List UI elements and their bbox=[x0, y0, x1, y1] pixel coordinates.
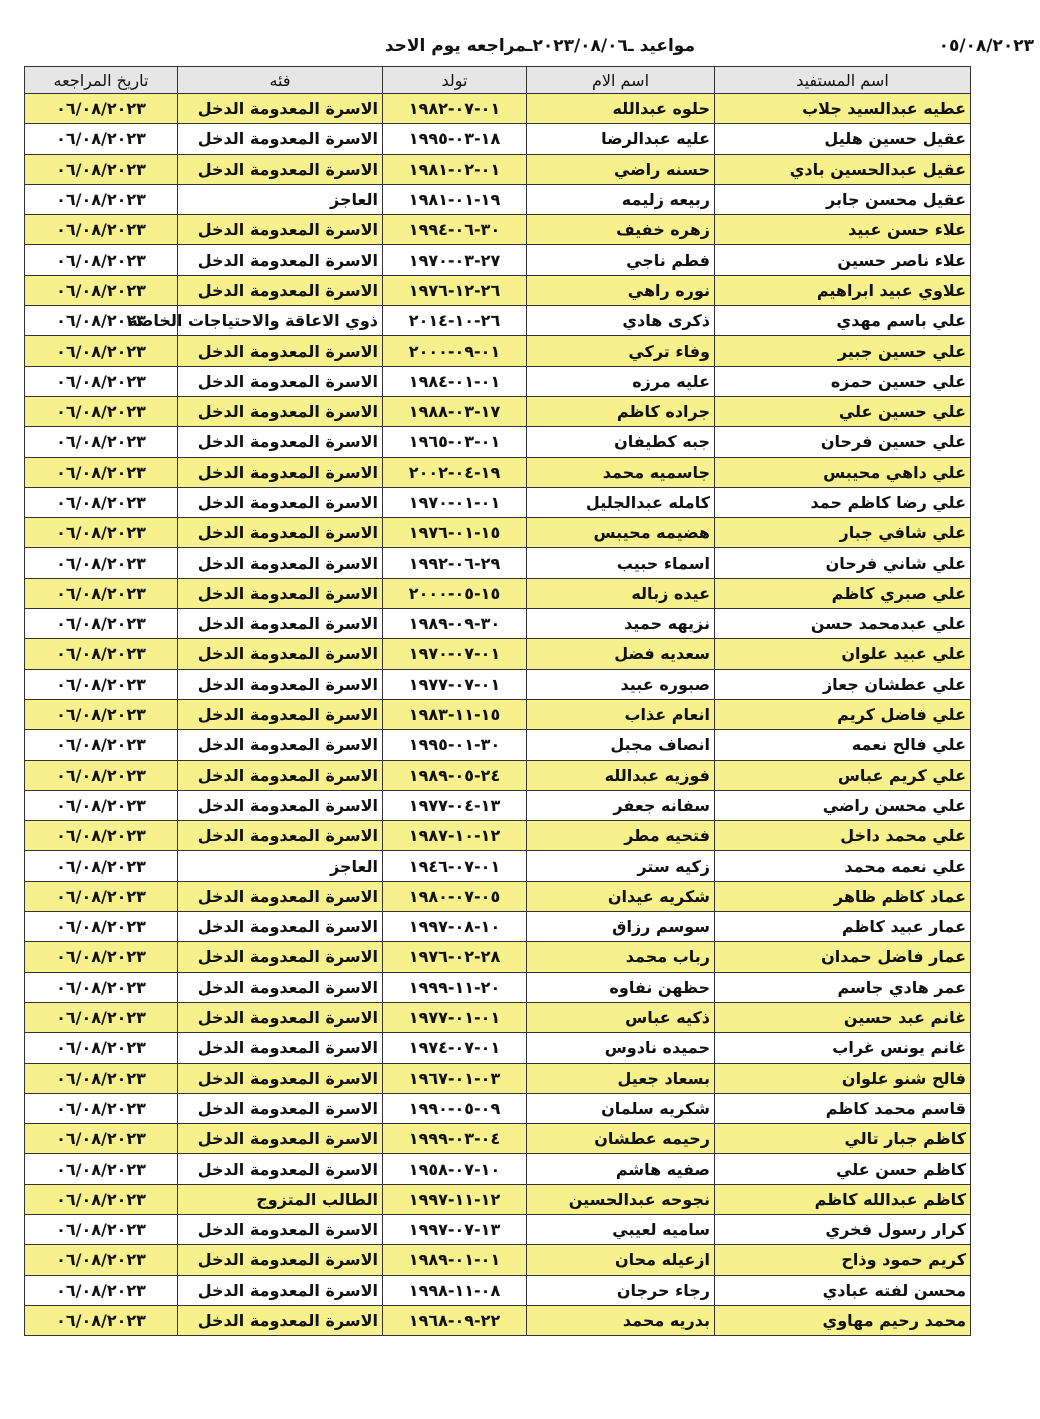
table-row bbox=[25, 821, 971, 851]
birth-date-cell: ٢٤-٠٥-١٩٨٩ bbox=[383, 760, 527, 790]
appointments-table bbox=[24, 66, 971, 1336]
birth-date-cell: ٠١-٠٧-١٩٧٠ bbox=[383, 639, 527, 669]
mother-name-cell: جراده كاظم bbox=[527, 396, 715, 426]
table-row bbox=[25, 1002, 971, 1032]
birth-date-cell: ٠٨-١١-١٩٩٨ bbox=[383, 1275, 527, 1305]
mother-name-cell: رجاء حرجان bbox=[527, 1275, 715, 1305]
review-date-cell: ٠٦/٠٨/٢٠٢٣ bbox=[25, 972, 178, 1002]
mother-name-cell: زهره خفيف bbox=[527, 215, 715, 245]
beneficiary-name-cell: علي عطشان جعاز bbox=[715, 669, 971, 699]
birth-date-cell: ٠١-٠٧-١٩٧٤ bbox=[383, 1033, 527, 1063]
beneficiary-name-cell: علاوي عبيد ابراهيم bbox=[715, 275, 971, 305]
birth-date-cell: ١٨-٠٣-١٩٩٥ bbox=[383, 124, 527, 154]
review-date-cell: ٠٦/٠٨/٢٠٢٣ bbox=[25, 639, 178, 669]
beneficiary-name-cell: علي عبيد علوان bbox=[715, 639, 971, 669]
mother-name-cell: شكريه عيدان bbox=[527, 881, 715, 911]
birth-date-cell: ٠١-٠١-١٩٧٧ bbox=[383, 1002, 527, 1032]
review-date-cell: ٠٦/٠٨/٢٠٢٣ bbox=[25, 790, 178, 820]
table-row bbox=[25, 790, 971, 820]
category-cell: الاسرة المعدومة الدخل bbox=[178, 1245, 383, 1275]
table-row bbox=[25, 124, 971, 154]
table-row bbox=[25, 972, 971, 1002]
category-cell: الاسرة المعدومة الدخل bbox=[178, 124, 383, 154]
birth-date-cell: ٢٩-٠٦-١٩٩٢ bbox=[383, 548, 527, 578]
category-cell: الاسرة المعدومة الدخل bbox=[178, 881, 383, 911]
beneficiary-name-cell: علي نعمه محمد bbox=[715, 851, 971, 881]
table-row bbox=[25, 1063, 971, 1093]
birth-date-cell: ٢٦-١٢-١٩٧٦ bbox=[383, 275, 527, 305]
review-date-cell: ٠٦/٠٨/٢٠٢٣ bbox=[25, 669, 178, 699]
mother-name-cell: ازعيله محان bbox=[527, 1245, 715, 1275]
mother-name-cell: رحيمه عطشان bbox=[527, 1124, 715, 1154]
document-date: ٠٥/٠٨/٢٠٢٣ bbox=[938, 36, 1034, 56]
birth-date-cell: ٢٠-١١-١٩٩٩ bbox=[383, 972, 527, 1002]
beneficiary-name-cell: علي حسين جبير bbox=[715, 336, 971, 366]
page-title: مواعيد ـ٢٠٢٣/٠٨/٠٦ـمراجعه يوم الاحد bbox=[384, 36, 695, 56]
mother-name-cell: نوره راهي bbox=[527, 275, 715, 305]
mother-name-cell: حلوه عبدالله bbox=[527, 94, 715, 124]
mother-name-cell: هضيمه محيبس bbox=[527, 518, 715, 548]
mother-name-cell: اسماء حبيب bbox=[527, 548, 715, 578]
category-cell: الاسرة المعدومة الدخل bbox=[178, 578, 383, 608]
review-date-cell: ٠٦/٠٨/٢٠٢٣ bbox=[25, 881, 178, 911]
mother-name-cell: سفانه جعفر bbox=[527, 790, 715, 820]
category-cell: الاسرة المعدومة الدخل bbox=[178, 912, 383, 942]
review-date-cell: ٠٦/٠٨/٢٠٢٣ bbox=[25, 609, 178, 639]
review-date-cell: ٠٦/٠٨/٢٠٢٣ bbox=[25, 306, 178, 336]
review-date-cell: ٠٦/٠٨/٢٠٢٣ bbox=[25, 487, 178, 517]
review-date-cell: ٠٦/٠٨/٢٠٢٣ bbox=[25, 427, 178, 457]
category-cell: الاسرة المعدومة الدخل bbox=[178, 972, 383, 1002]
table-row bbox=[25, 457, 971, 487]
beneficiary-name-cell: علي فاضل كريم bbox=[715, 699, 971, 729]
mother-name-cell: عليه عبدالرضا bbox=[527, 124, 715, 154]
birth-date-cell: ٠١-٠٧-١٩٤٦ bbox=[383, 851, 527, 881]
birth-date-cell: ١٩-٠٤-٢٠٠٢ bbox=[383, 457, 527, 487]
mother-name-cell: حسنه راضي bbox=[527, 154, 715, 184]
table-row bbox=[25, 427, 971, 457]
mother-name-cell: نجوحه عبدالحسين bbox=[527, 1184, 715, 1214]
beneficiary-name-cell: علي باسم مهدي bbox=[715, 306, 971, 336]
category-cell: الاسرة المعدومة الدخل bbox=[178, 366, 383, 396]
beneficiary-name-cell: كاظم جبار تالي bbox=[715, 1124, 971, 1154]
table-row bbox=[25, 1275, 971, 1305]
beneficiary-name-cell: علي داهي محيبس bbox=[715, 457, 971, 487]
birth-date-cell: ٠١-٠٧-١٩٨٢ bbox=[383, 94, 527, 124]
review-date-cell: ٠٦/٠٨/٢٠٢٣ bbox=[25, 699, 178, 729]
category-cell: الاسرة المعدومة الدخل bbox=[178, 275, 383, 305]
category-cell: الاسرة المعدومة الدخل bbox=[178, 154, 383, 184]
mother-name-cell: فوزيه عبدالله bbox=[527, 760, 715, 790]
beneficiary-name-cell: علي صبري كاظم bbox=[715, 578, 971, 608]
mother-name-cell: حظهن نفاوه bbox=[527, 972, 715, 1002]
table-row bbox=[25, 699, 971, 729]
mother-name-cell: رباب محمد bbox=[527, 942, 715, 972]
beneficiary-name-cell: كريم حمود وذاح bbox=[715, 1245, 971, 1275]
table-row bbox=[25, 1305, 971, 1335]
review-date-cell: ٠٦/٠٨/٢٠٢٣ bbox=[25, 578, 178, 608]
category-cell: الاسرة المعدومة الدخل bbox=[178, 1063, 383, 1093]
mother-name-cell: فتحيه مطر bbox=[527, 821, 715, 851]
table-row bbox=[25, 760, 971, 790]
table-row bbox=[25, 275, 971, 305]
category-cell: الاسرة المعدومة الدخل bbox=[178, 1275, 383, 1305]
review-date-cell: ٠٦/٠٨/٢٠٢٣ bbox=[25, 1245, 178, 1275]
category-cell: الاسرة المعدومة الدخل bbox=[178, 699, 383, 729]
review-date-cell: ٠٦/٠٨/٢٠٢٣ bbox=[25, 821, 178, 851]
table-row bbox=[25, 912, 971, 942]
mother-name-cell: فطم ناجي bbox=[527, 245, 715, 275]
mother-name-cell: جبه كطيفان bbox=[527, 427, 715, 457]
mother-name-cell: كامله عبدالجليل bbox=[527, 487, 715, 517]
review-date-cell: ٠٦/٠٨/٢٠٢٣ bbox=[25, 518, 178, 548]
mother-name-cell: ربيعه زليمه bbox=[527, 184, 715, 214]
review-date-cell: ٠٦/٠٨/٢٠٢٣ bbox=[25, 1154, 178, 1184]
table-row bbox=[25, 578, 971, 608]
mother-name-cell: ساميه لعيبي bbox=[527, 1214, 715, 1244]
review-date-cell: ٠٦/٠٨/٢٠٢٣ bbox=[25, 1063, 178, 1093]
beneficiary-name-cell: علاء حسن عبيد bbox=[715, 215, 971, 245]
category-cell: الاسرة المعدومة الدخل bbox=[178, 1154, 383, 1184]
mother-name-cell: سعديه فضل bbox=[527, 639, 715, 669]
table-row bbox=[25, 396, 971, 426]
review-date-cell: ٠٦/٠٨/٢٠٢٣ bbox=[25, 1184, 178, 1214]
category-cell: الاسرة المعدومة الدخل bbox=[178, 821, 383, 851]
beneficiary-name-cell: علي محسن راضي bbox=[715, 790, 971, 820]
table-row bbox=[25, 1184, 971, 1214]
category-cell: الاسرة المعدومة الدخل bbox=[178, 1214, 383, 1244]
review-date-cell: ٠٦/٠٨/٢٠٢٣ bbox=[25, 912, 178, 942]
table-row bbox=[25, 942, 971, 972]
table-row bbox=[25, 639, 971, 669]
table-row bbox=[25, 851, 971, 881]
beneficiary-name-cell: عمار فاضل حمدان bbox=[715, 942, 971, 972]
review-date-cell: ٠٦/٠٨/٢٠٢٣ bbox=[25, 1275, 178, 1305]
beneficiary-name-cell: غانم يونس غراب bbox=[715, 1033, 971, 1063]
table-row bbox=[25, 336, 971, 366]
table-row bbox=[25, 881, 971, 911]
category-cell: الاسرة المعدومة الدخل bbox=[178, 790, 383, 820]
birth-date-cell: ٣٠-٠١-١٩٩٥ bbox=[383, 730, 527, 760]
review-date-cell: ٠٦/٠٨/٢٠٢٣ bbox=[25, 942, 178, 972]
table-row bbox=[25, 1093, 971, 1123]
review-date-cell: ٠٦/٠٨/٢٠٢٣ bbox=[25, 336, 178, 366]
beneficiary-name-cell: علي رضا كاظم حمد bbox=[715, 487, 971, 517]
beneficiary-name-cell: قاسم محمد كاظم bbox=[715, 1093, 971, 1123]
column-header-mother: اسم الام bbox=[527, 67, 715, 94]
table-row bbox=[25, 184, 971, 214]
beneficiary-name-cell: علي حسين حمزه bbox=[715, 366, 971, 396]
birth-date-cell: ٠١-٠٢-١٩٨١ bbox=[383, 154, 527, 184]
birth-date-cell: ١٢-١١-١٩٩٧ bbox=[383, 1184, 527, 1214]
table-row bbox=[25, 245, 971, 275]
table-row bbox=[25, 94, 971, 124]
birth-date-cell: ١٣-٠٤-١٩٧٧ bbox=[383, 790, 527, 820]
mother-name-cell: نزيهه حميد bbox=[527, 609, 715, 639]
mother-name-cell: شكريه سلمان bbox=[527, 1093, 715, 1123]
column-header-beneficiary: اسم المستفيد bbox=[715, 67, 971, 94]
review-date-cell: ٠٦/٠٨/٢٠٢٣ bbox=[25, 154, 178, 184]
review-date-cell: ٠٦/٠٨/٢٠٢٣ bbox=[25, 124, 178, 154]
mother-name-cell: ذكرى هادي bbox=[527, 306, 715, 336]
table-row bbox=[25, 609, 971, 639]
category-cell: الاسرة المعدومة الدخل bbox=[178, 487, 383, 517]
category-cell: الاسرة المعدومة الدخل bbox=[178, 215, 383, 245]
birth-date-cell: ٠٤-٠٣-١٩٩٩ bbox=[383, 1124, 527, 1154]
birth-date-cell: ٠١-٠٧-١٩٧٧ bbox=[383, 669, 527, 699]
birth-date-cell: ٢٦-١٠-٢٠١٤ bbox=[383, 306, 527, 336]
table-row bbox=[25, 215, 971, 245]
review-date-cell: ٠٦/٠٨/٢٠٢٣ bbox=[25, 851, 178, 881]
category-cell: الاسرة المعدومة الدخل bbox=[178, 730, 383, 760]
table-row bbox=[25, 154, 971, 184]
category-cell: الاسرة المعدومة الدخل bbox=[178, 639, 383, 669]
birth-date-cell: ١٠-٠٨-١٩٩٧ bbox=[383, 912, 527, 942]
review-date-cell: ٠٦/٠٨/٢٠٢٣ bbox=[25, 184, 178, 214]
review-date-cell: ٠٦/٠٨/٢٠٢٣ bbox=[25, 366, 178, 396]
category-cell: الاسرة المعدومة الدخل bbox=[178, 245, 383, 275]
birth-date-cell: ٢٧-٠٣-١٩٧٠ bbox=[383, 245, 527, 275]
beneficiary-name-cell: عقيل عبدالحسين بادي bbox=[715, 154, 971, 184]
table-row bbox=[25, 1245, 971, 1275]
category-cell: الاسرة المعدومة الدخل bbox=[178, 457, 383, 487]
mother-name-cell: عيده زباله bbox=[527, 578, 715, 608]
table-row bbox=[25, 1124, 971, 1154]
review-date-cell: ٠٦/٠٨/٢٠٢٣ bbox=[25, 1002, 178, 1032]
category-cell: الاسرة المعدومة الدخل bbox=[178, 760, 383, 790]
category-cell: الاسرة المعدومة الدخل bbox=[178, 669, 383, 699]
birth-date-cell: ٣٠-٠٦-١٩٩٤ bbox=[383, 215, 527, 245]
birth-date-cell: ١٥-٠١-١٩٧٦ bbox=[383, 518, 527, 548]
mother-name-cell: سوسم رزاق bbox=[527, 912, 715, 942]
category-cell: الاسرة المعدومة الدخل bbox=[178, 427, 383, 457]
mother-name-cell: صبوره عبيد bbox=[527, 669, 715, 699]
birth-date-cell: ٣٠-٠٩-١٩٨٩ bbox=[383, 609, 527, 639]
beneficiary-name-cell: محمد رحيم مهاوي bbox=[715, 1305, 971, 1335]
category-cell: الاسرة المعدومة الدخل bbox=[178, 609, 383, 639]
category-cell: الاسرة المعدومة الدخل bbox=[178, 1124, 383, 1154]
review-date-cell: ٠٦/٠٨/٢٠٢٣ bbox=[25, 457, 178, 487]
beneficiary-name-cell: فالح شنو علوان bbox=[715, 1063, 971, 1093]
beneficiary-name-cell: عمار عبيد كاظم bbox=[715, 912, 971, 942]
birth-date-cell: ١٣-٠٧-١٩٩٧ bbox=[383, 1214, 527, 1244]
birth-date-cell: ٠٥-٠٧-١٩٨٠ bbox=[383, 881, 527, 911]
beneficiary-name-cell: محسن لفته عبادي bbox=[715, 1275, 971, 1305]
mother-name-cell: حميده نادوس bbox=[527, 1033, 715, 1063]
review-date-cell: ٠٦/٠٨/٢٠٢٣ bbox=[25, 548, 178, 578]
birth-date-cell: ٠١-٠٩-٢٠٠٠ bbox=[383, 336, 527, 366]
birth-date-cell: ٠١-٠١-١٩٧٠ bbox=[383, 487, 527, 517]
review-date-cell: ٠٦/٠٨/٢٠٢٣ bbox=[25, 1124, 178, 1154]
table-row bbox=[25, 518, 971, 548]
birth-date-cell: ٠٩-٠٥-١٩٩٠ bbox=[383, 1093, 527, 1123]
table-row bbox=[25, 548, 971, 578]
review-date-cell: ٠٦/٠٨/٢٠٢٣ bbox=[25, 1214, 178, 1244]
beneficiary-name-cell: علي كريم عباس bbox=[715, 760, 971, 790]
table-row bbox=[25, 1214, 971, 1244]
category-cell: الاسرة المعدومة الدخل bbox=[178, 518, 383, 548]
category-cell: الاسرة المعدومة الدخل bbox=[178, 942, 383, 972]
birth-date-cell: ٢٨-٠٢-١٩٧٦ bbox=[383, 942, 527, 972]
beneficiary-name-cell: كاظم عبدالله كاظم bbox=[715, 1184, 971, 1214]
review-date-cell: ٠٦/٠٨/٢٠٢٣ bbox=[25, 730, 178, 760]
birth-date-cell: ٠١-٠١-١٩٨٩ bbox=[383, 1245, 527, 1275]
category-cell: الاسرة المعدومة الدخل bbox=[178, 548, 383, 578]
birth-date-cell: ١٧-٠٣-١٩٨٨ bbox=[383, 396, 527, 426]
category-cell: الاسرة المعدومة الدخل bbox=[178, 1093, 383, 1123]
birth-date-cell: ١٥-١١-١٩٨٣ bbox=[383, 699, 527, 729]
beneficiary-name-cell: عماد كاظم ظاهر bbox=[715, 881, 971, 911]
birth-date-cell: ١٠-٠٧-١٩٥٨ bbox=[383, 1154, 527, 1184]
beneficiary-name-cell: علي شاني فرحان bbox=[715, 548, 971, 578]
table-row bbox=[25, 306, 971, 336]
table-body bbox=[25, 94, 971, 1336]
beneficiary-name-cell: كرار رسول فخري bbox=[715, 1214, 971, 1244]
category-cell: الاسرة المعدومة الدخل bbox=[178, 336, 383, 366]
mother-name-cell: جاسميه محمد bbox=[527, 457, 715, 487]
beneficiary-name-cell: علي شافي جبار bbox=[715, 518, 971, 548]
review-date-cell: ٠٦/٠٨/٢٠٢٣ bbox=[25, 275, 178, 305]
review-date-cell: ٠٦/٠٨/٢٠٢٣ bbox=[25, 1305, 178, 1335]
birth-date-cell: ٠١-٠١-١٩٨٤ bbox=[383, 366, 527, 396]
beneficiary-name-cell: عقيل حسين هليل bbox=[715, 124, 971, 154]
column-header-review-date: تاريخ المراجعه bbox=[25, 67, 178, 94]
review-date-cell: ٠٦/٠٨/٢٠٢٣ bbox=[25, 760, 178, 790]
mother-name-cell: انعام عذاب bbox=[527, 699, 715, 729]
table-row bbox=[25, 730, 971, 760]
beneficiary-name-cell: علاء ناصر حسين bbox=[715, 245, 971, 275]
table-header-row bbox=[25, 67, 971, 94]
mother-name-cell: بدريه محمد bbox=[527, 1305, 715, 1335]
beneficiary-name-cell: غانم عبد حسين bbox=[715, 1002, 971, 1032]
birth-date-cell: ٢٢-٠٩-١٩٦٨ bbox=[383, 1305, 527, 1335]
beneficiary-name-cell: علي حسين فرحان bbox=[715, 427, 971, 457]
table-row bbox=[25, 487, 971, 517]
review-date-cell: ٠٦/٠٨/٢٠٢٣ bbox=[25, 215, 178, 245]
table-row bbox=[25, 1033, 971, 1063]
beneficiary-name-cell: علي عبدمحمد حسن bbox=[715, 609, 971, 639]
category-cell: ذوي الاعاقة والاحتياجات الخاصة bbox=[178, 306, 383, 336]
beneficiary-name-cell: عمر هادي جاسم bbox=[715, 972, 971, 1002]
beneficiary-name-cell: علي حسين علي bbox=[715, 396, 971, 426]
beneficiary-name-cell: علي فالح نعمه bbox=[715, 730, 971, 760]
column-header-birth: تولد bbox=[383, 67, 527, 94]
beneficiary-name-cell: عطيه عبدالسيد جلاب bbox=[715, 94, 971, 124]
page-header bbox=[0, 30, 1040, 64]
category-cell: العاجز bbox=[178, 184, 383, 214]
category-cell: الطالب المتزوج bbox=[178, 1184, 383, 1214]
category-cell: الاسرة المعدومة الدخل bbox=[178, 396, 383, 426]
mother-name-cell: وفاء تركي bbox=[527, 336, 715, 366]
table-row bbox=[25, 669, 971, 699]
review-date-cell: ٠٦/٠٨/٢٠٢٣ bbox=[25, 1033, 178, 1063]
category-cell: العاجز bbox=[178, 851, 383, 881]
mother-name-cell: بسعاد جعيل bbox=[527, 1063, 715, 1093]
table-row bbox=[25, 1154, 971, 1184]
mother-name-cell: ذكيه عباس bbox=[527, 1002, 715, 1032]
mother-name-cell: انصاف مجبل bbox=[527, 730, 715, 760]
category-cell: الاسرة المعدومة الدخل bbox=[178, 1305, 383, 1335]
category-cell: الاسرة المعدومة الدخل bbox=[178, 1002, 383, 1032]
birth-date-cell: ١٥-٠٥-٢٠٠٠ bbox=[383, 578, 527, 608]
mother-name-cell: صفيه هاشم bbox=[527, 1154, 715, 1184]
birth-date-cell: ٠٣-٠١-١٩٦٧ bbox=[383, 1063, 527, 1093]
birth-date-cell: ٠١-٠٣-١٩٦٥ bbox=[383, 427, 527, 457]
review-date-cell: ٠٦/٠٨/٢٠٢٣ bbox=[25, 396, 178, 426]
beneficiary-name-cell: كاظم حسن علي bbox=[715, 1154, 971, 1184]
category-cell: الاسرة المعدومة الدخل bbox=[178, 1033, 383, 1063]
table-row bbox=[25, 366, 971, 396]
beneficiary-name-cell: علي محمد داخل bbox=[715, 821, 971, 851]
beneficiary-name-cell: عقيل محسن جابر bbox=[715, 184, 971, 214]
mother-name-cell: عليه مرزه bbox=[527, 366, 715, 396]
birth-date-cell: ١٩-٠١-١٩٨١ bbox=[383, 184, 527, 214]
column-header-category: فئه bbox=[178, 67, 383, 94]
review-date-cell: ٠٦/٠٨/٢٠٢٣ bbox=[25, 245, 178, 275]
review-date-cell: ٠٦/٠٨/٢٠٢٣ bbox=[25, 94, 178, 124]
review-date-cell: ٠٦/٠٨/٢٠٢٣ bbox=[25, 1093, 178, 1123]
mother-name-cell: زكيه ستر bbox=[527, 851, 715, 881]
category-cell: الاسرة المعدومة الدخل bbox=[178, 94, 383, 124]
birth-date-cell: ١٢-١٠-١٩٨٧ bbox=[383, 821, 527, 851]
